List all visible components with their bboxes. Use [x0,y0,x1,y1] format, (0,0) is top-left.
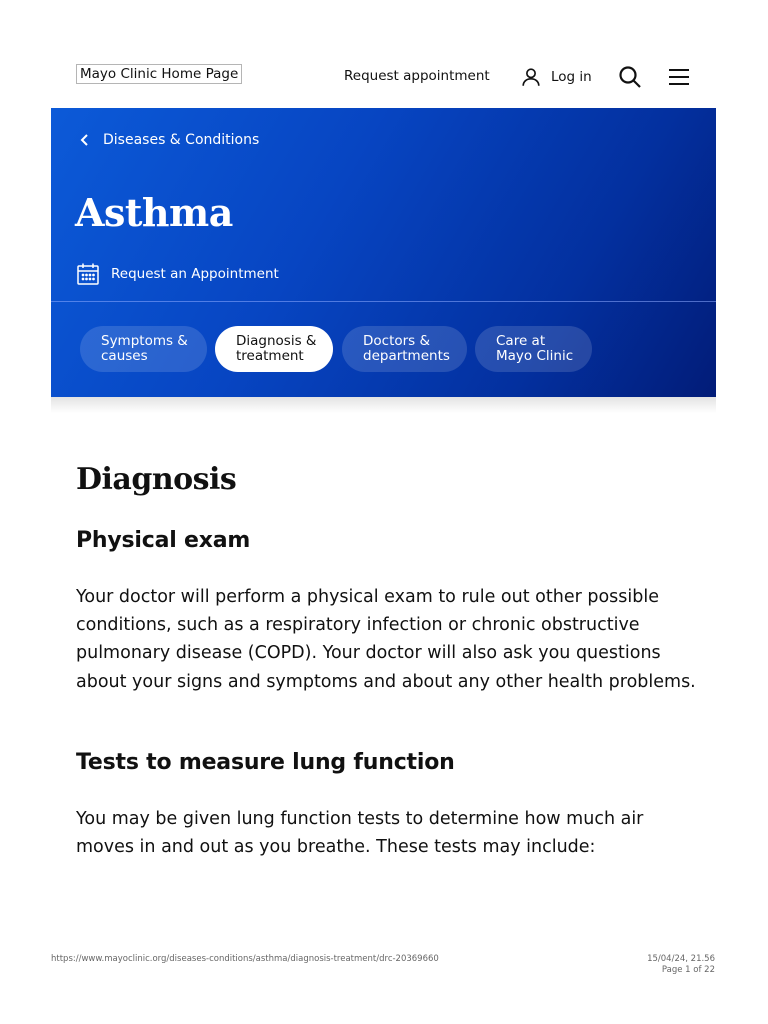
section-heading-diagnosis: Diagnosis [76,462,237,497]
site-header [51,60,716,94]
tab-diagnosis-treatment[interactable]: Diagnosis & treatment [215,326,333,372]
home-link[interactable]: Mayo Clinic Home Page [76,64,242,84]
subheading-physical-exam: Physical exam [76,528,251,553]
menu-icon[interactable] [668,66,690,88]
print-url: https://www.mayoclinic.org/diseases-conditions/asthma/diagnosis-treatment/drc-20369660 [51,954,439,964]
tab-doctors-departments[interactable]: Doctors & departments [342,326,467,372]
tab-care-at-mayo-clinic[interactable]: Care at Mayo Clinic [475,326,592,372]
subheading-lung-function: Tests to measure lung function [76,750,455,775]
hero-banner [51,108,716,397]
login-label: Log in [551,69,592,85]
paragraph-physical-exam: Your doctor will perform a physical exam to rule out other possible conditions, such as a respiratory infection or chronic obstructive pulmonary disease (COPD). Your doctor will also ask you questions about your signs and symptoms and about any other health problems. [76,587,696,692]
breadcrumb[interactable] [78,132,259,148]
user-icon [520,66,542,88]
request-appointment-link[interactable]: Request appointment [344,68,490,84]
request-an-appointment-link[interactable] [76,262,279,286]
hero-shadow [51,397,716,413]
login-button[interactable] [520,64,592,90]
print-page-number: Page 1 of 22 [661,965,715,975]
page-title: Asthma [75,190,233,235]
chevron-left-icon [78,133,92,147]
calendar-icon [76,262,100,286]
print-datetime: 15/04/24, 21.56 [647,954,715,964]
hero-divider [51,301,716,302]
paragraph-lung-function: You may be given lung function tests to determine how much air moves in and out as you breathe. These tests may include: [76,809,644,858]
request-an-appointment-label: Request an Appointment [111,266,279,282]
breadcrumb-label: Diseases & Conditions [103,132,260,148]
tab-symptoms-causes[interactable]: Symptoms & causes [80,326,207,372]
print-info [647,954,715,976]
search-icon[interactable] [618,65,642,89]
